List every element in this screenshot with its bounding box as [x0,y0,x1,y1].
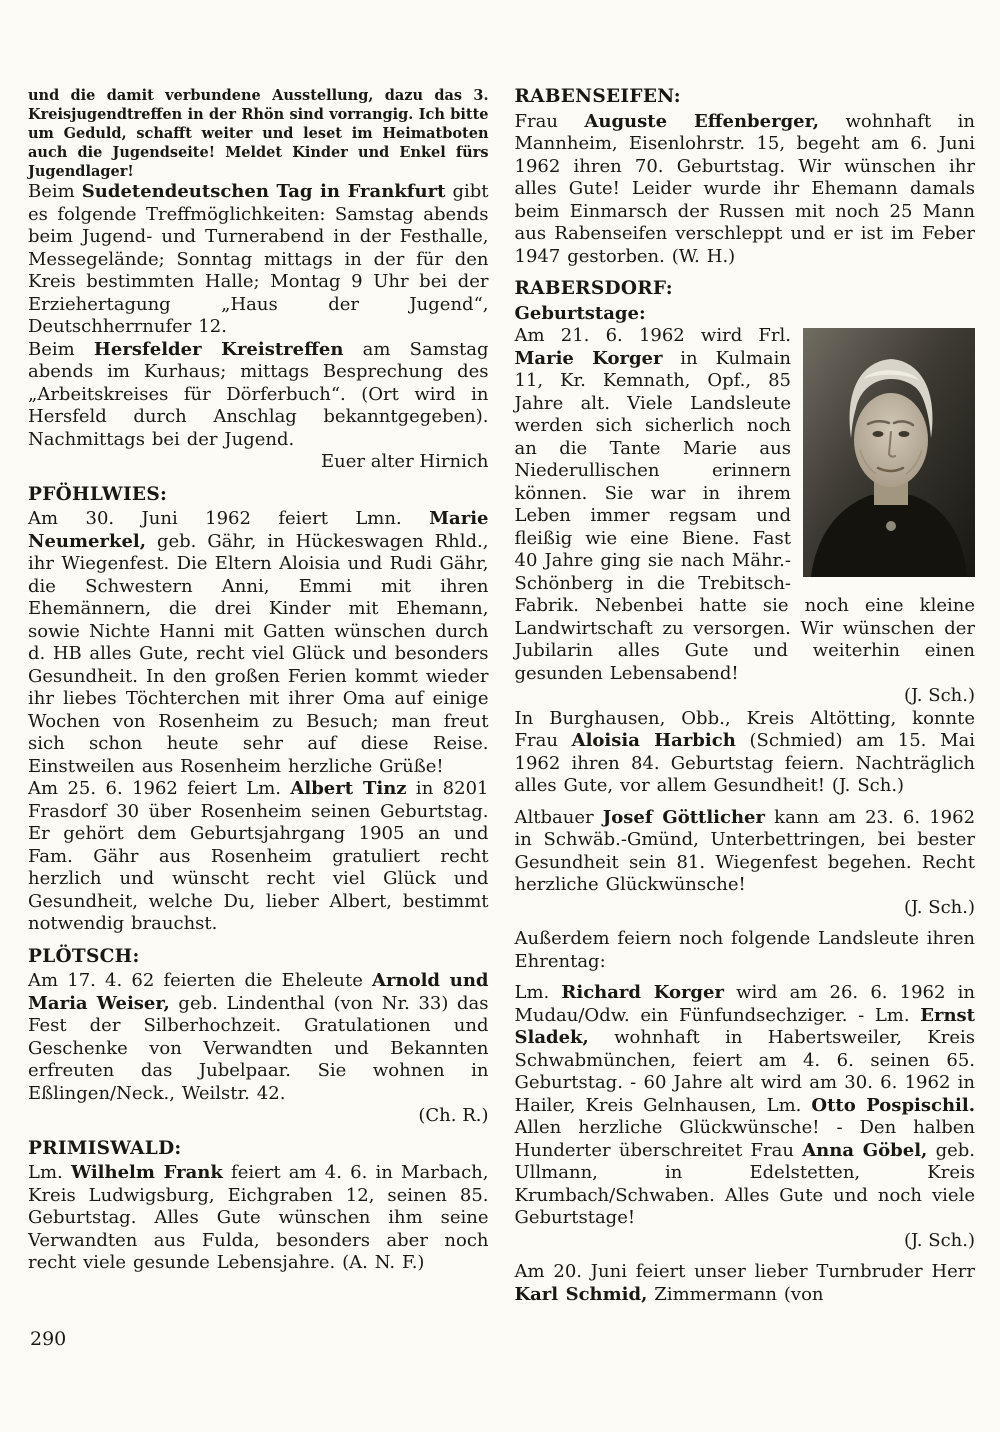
signature-line: (J. Sch.) [903,896,975,918]
body-text: In Burghausen, Obb., Kreis Altötting, konnte Frau [514,707,975,751]
body-text: Am 30. Juni 1962 feiert Lmn. [28,508,430,529]
body-text: Lm. [514,982,562,1003]
bold-name-text: Sudetendeutschen Tag in Frankfurt [81,181,446,202]
bold-name-text: Wilhelm Frank [70,1162,223,1183]
body-text: wird am 26. 6. 1962 in Mudau/Odw. ein Fünfundsechziger. - Lm. [514,982,975,1026]
body-text: (Schmied) am 15. Mai 1962 ihren 84. Geburtstag feiern. Nachträglich alles Gute, vor allem Gesundheit! (J. Sch.) [514,730,975,796]
body-text: Am 20. Juni feiert unser lieber Turnbruder Herr [514,1261,975,1282]
paragraph [28,778,489,936]
bold-name-text: Josef Göttlicher [602,806,765,828]
body-text: kann am 23. 6. 1962 in Schwäb.-Gmünd, Unterbettringen, bei bester Gesundheit sein 81. Wiegenfest begehen. Recht herzliche Glückwünsche! [514,806,976,895]
body-text: wohnhaft in Habertsweiler, Kreis Schwabmünchen, feiert am 4. 6. seinen 65. Geburtstag. - 60 Jahre alt wird am 30. 6. 1962 in Hailer, Kreis Gelnhausen, Lm. [514,1027,975,1116]
body-text: Zimmermann (von [647,1283,824,1305]
paragraph [28,86,489,181]
paragraph [515,708,976,798]
paragraph [28,339,489,452]
paragraph [28,508,489,778]
paragraph [515,807,976,897]
section-heading: PRIMISWALD: [28,1137,182,1159]
section-heading: RABENSEIFEN: [514,86,681,107]
bold-name-text: Albert Tinz [290,778,407,799]
body-text: geb. Ullmann, in Edelstetten, Kreis Krumbach/Schwaben. Alles Gute und noch viele Geburtstage! [514,1139,975,1228]
body-text: Beim [28,181,82,202]
paragraph [28,970,489,1105]
body-text: Altbauer [514,806,603,828]
body-text: Allen herzliche Glückwünsche! - Den halben Hunderter überschreitet Frau [514,1117,975,1161]
right-column [515,86,976,1306]
signature-line: (Ch. R.) [418,1105,489,1126]
body-text: Beim [28,338,94,360]
paragraph [28,181,489,339]
body-text: Am 25. 6. 1962 feiert Lm. [28,778,291,799]
body-text: Am 21. 6. 1962 wird Frl. [514,325,791,346]
paragraph [515,1261,976,1306]
bold-name-text: Karl Schmid, [514,1283,648,1305]
signature-line: (J. Sch.) [903,685,975,706]
bold-name-text: Marie Korger [514,347,663,369]
bold-name-text: Richard Korger [561,982,724,1003]
bold-name-text: Aloisia Harbich [571,730,736,751]
paragraph [515,928,976,973]
body-text: geb. Gähr, in Hückeswagen Rhld., ihr Wiegenfest. Die Eltern Aloisia und Rudi Gähr, die Schwestern Anni, Emmi mit ihren Ehemännern, die drei Kinder mit Ehemann, sowie Nichte Hanni mit Gatten wünschen durch d. HB alles Gute, recht viel Glück und besonders Gesundheit. In den großen Ferien kommt wieder ihr liebes Töchterchen mit ihrer Oma auf einige Wochen von Rosenheim zu Besuch; man freut sich schon heute sehr auf diese Reise. Einstweilen aus Rosenheim herzliche Grüße! [28,530,489,777]
bold-name-text: Hersfelder Kreistreffen [93,338,344,360]
body-text: in Kulmain 11, Kr. Kemnath, Opf., 85 Jahre alt. Viele Landsleute werden sich sicherlich noch an die Tante Marie aus Niederullischen erinnern können. Sie war in ihrem Leben immer regsam und fleißig wie eine Biene. Fast 40 Jahre ging sie nach Mähr.-Schönberg in die Trebitsch-Fabrik. Nebenbei hatte sie noch eine kleine Landwirtschaft zu versorgen. Wir wünschen der Jubilarin alles Gute und weiterhin einen gesunden Lebensabend! [514,347,975,684]
section-heading: PLÖTSCH: [28,945,140,967]
body-text: feiert am 4. 6. in Marbach, Kreis Ludwigsburg, Eichgraben 12, seinen 85. Geburtstag. Alles Gute wünschen ihm seine Verwandten aus Fulda, besonders aber noch recht viele gesunde Lebensjahre. (A. N. F.) [28,1162,489,1273]
paragraph [28,1162,489,1275]
bold-name-text: Anna Göbel, [802,1139,928,1161]
section-heading: RABERSDORF: [514,278,673,299]
paragraph [515,111,976,269]
body-text: gibt es folgende Treffmöglichkeiten: Samstag abends beim Jugend- und Turnerabend in der Festhalle, Messegelände; Sonntag mittags in der für den Kreis bestimmten Halle; Montag 9 Uhr bei der Erziehertagung „Haus der Jugend“, Deutschherrnufer 12. [28,181,489,337]
body-text: wohnhaft in Mannheim, Eisenlohrstr. 15, begeht am 6. Juni 1962 ihren 70. Geburtstag. Wir wünschen ihr alles Gute! Leider wurde ihr Ehemann damals beim Einmarsch der Russen mit noch 25 Mann aus Rabenseifen verschleppt und er ist im Feber 1947 gestorben. (W. H.) [514,110,975,267]
body-text: in 8201 Frasdorf 30 über Rosenheim seinen Geburtstag. Er gehört dem Geburtsjahrgang 1905 an und Fam. Gähr aus Rosenheim gratuliert recht herzlich und wünscht recht viel Glück und Gesundheit, welche Du, lieber Albert, bestimmt notwendig brauchst. [28,778,489,934]
page-number: 290 [30,1328,67,1350]
subsection-heading: Geburtstage: [514,302,646,324]
body-text: am Samstag abends im Kurhaus; mittags Besprechung des „Arbeitskreises für Dörferbuch“. (Ort wird in Hersfeld durch Anschlag bekanntgegeben). Nachmittags bei der Jugend. [28,338,489,450]
section-heading: PFÖHLWIES: [28,483,168,505]
bold-name-text: Marie Neumerkel, [28,508,489,552]
bold-name-text: Ernst Sladek, [514,1004,975,1048]
paragraph [515,325,976,685]
signature-line: Euer alter Hirnich [321,451,489,472]
bold-name-text: Auguste Effenberger, [584,110,820,132]
signature-line: (J. Sch.) [903,1229,975,1251]
bold-name-text: Otto Pospischil. [811,1094,975,1116]
body-text: Frau [514,110,585,132]
body-text: Lm. [28,1162,71,1183]
paragraph [515,982,976,1230]
portrait-photo-graphic [803,328,975,577]
body-text: Am 17. 4. 62 feierten die Eheleute [28,970,373,991]
bold-name-text: Arnold und Maria Weiser, [28,970,489,1014]
portrait-photo [803,328,975,577]
body-text: Außerdem feiern noch folgende Landsleute ihren Ehrentag: [514,928,975,972]
body-text: geb. Lindenthal (von Nr. 33) das Fest der Silberhochzeit. Gratulationen und Geschenke von Verwandten und Bekannten erfreuten das Jubelpaar. Sie wohnen in Eßlingen/Neck., Weilstr. 42. [28,992,489,1104]
left-column [28,86,489,1306]
bold-name-text: und die damit verbundene Ausstellung, dazu das 3. Kreisjugendtreffen in der Rhön sind vorrangig. Ich bitte um Geduld, schafft weiter und leset im Heimatboten auch die Jugendseite! Meldet Kinder und Enkel fürs Jugendlager! [28,87,489,180]
